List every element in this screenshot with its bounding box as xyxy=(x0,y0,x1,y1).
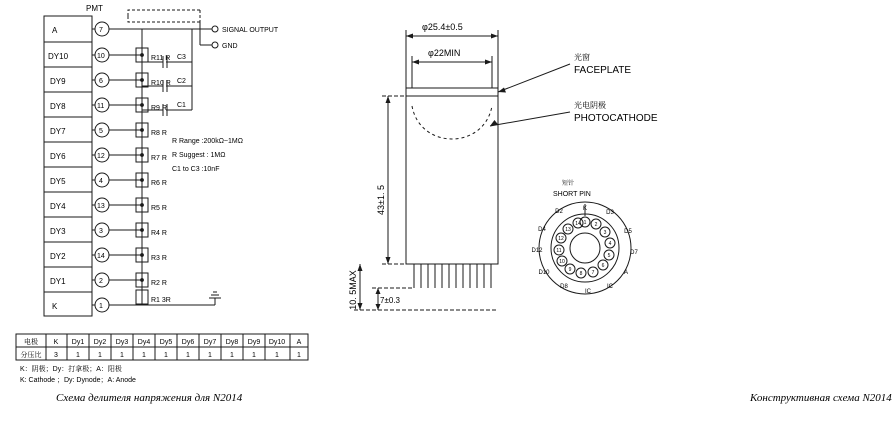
pin-number: 5 xyxy=(99,128,103,135)
pin-name: IC xyxy=(585,289,591,295)
pin-name: D3 xyxy=(606,210,614,216)
table-column-header: Dy7 xyxy=(203,339,217,346)
divider-chain xyxy=(136,29,148,305)
table-cell-ratio: 1 xyxy=(297,352,301,359)
table-column-header: Dy10 xyxy=(268,339,286,346)
pin-name: A xyxy=(623,270,629,276)
capacitor-label: C1 xyxy=(177,102,186,109)
pin-number: 13 xyxy=(565,227,571,233)
resistor-label: R6 R xyxy=(151,180,167,187)
short-pin-cn: 短针 xyxy=(562,181,575,187)
electrode-box xyxy=(44,16,92,316)
pin-number: 1 xyxy=(583,220,587,226)
dim-pin-length-label: 10. 5MAX xyxy=(348,270,358,310)
table-column-header: Dy1 xyxy=(71,339,85,346)
electrode-name: DY4 xyxy=(50,202,66,211)
electrode-name: A xyxy=(52,26,58,35)
pin-number: 3 xyxy=(99,228,103,235)
table-cell-ratio: 1 xyxy=(275,352,279,359)
pin-name: D12 xyxy=(531,248,543,254)
right-caption: Конструктивная схема N2014 xyxy=(750,392,892,404)
resistor-label: R10 R xyxy=(151,80,171,87)
dim-base-height-label: 7±0.3 xyxy=(380,296,400,305)
table-cell-ratio: 1 xyxy=(98,352,102,359)
pin-number: 4 xyxy=(99,178,103,185)
pin-name: D10 xyxy=(538,270,550,276)
resistor-label: R2 R xyxy=(151,280,167,287)
electrode-name: DY1 xyxy=(50,277,66,286)
electrode-name: DY10 xyxy=(48,52,69,61)
electrode-name: DY5 xyxy=(50,177,66,186)
pin-name: D4 xyxy=(538,227,546,233)
table-column-header: Dy3 xyxy=(115,339,129,346)
pin-number: 3 xyxy=(603,230,607,236)
table-cell-ratio: 1 xyxy=(164,352,168,359)
table-cell-ratio: 1 xyxy=(142,352,146,359)
notes-block xyxy=(172,138,243,173)
table-column-header: A xyxy=(296,339,302,346)
table-cell-ratio: 1 xyxy=(208,352,212,359)
leader-photocathode xyxy=(490,112,570,126)
voltage-divider-svg xyxy=(0,0,338,426)
table-cell-ratio: 1 xyxy=(186,352,190,359)
electrode-name: K xyxy=(52,302,58,311)
table-cell-ratio: 1 xyxy=(120,352,124,359)
resistor-label: R5 R xyxy=(151,205,167,212)
pin-number: 7 xyxy=(99,27,103,34)
resistor-label: R3 R xyxy=(151,255,167,262)
pin-number: 8 xyxy=(579,271,583,277)
pin-name: D8 xyxy=(560,284,568,290)
pin-number: 4 xyxy=(608,241,612,247)
electrode-name: DY3 xyxy=(50,227,66,236)
leader-faceplate xyxy=(498,64,570,92)
resistor-labels xyxy=(151,55,171,304)
pin-number: 2 xyxy=(594,222,598,228)
note-line: C1 to C3 :10nF xyxy=(172,166,220,173)
callout-labels xyxy=(553,52,658,198)
legend-line: K：阴极；Dy：打拿极；A：阳极 xyxy=(20,366,122,373)
legend-line: K: Cathode ；Dy: Dynode；A: Anode xyxy=(20,377,136,384)
mechanical-diagram xyxy=(338,0,892,426)
table-row-header: 电极 xyxy=(24,339,38,346)
electrode-name: DY9 xyxy=(50,77,66,86)
short-pin-en: SHORT PIN xyxy=(553,191,591,198)
pins-group xyxy=(414,264,491,288)
pin-number: 14 xyxy=(575,221,581,227)
photocathode-en: PHOTOCATHODE xyxy=(574,113,658,124)
resistor-label: R1 3R xyxy=(151,297,171,304)
pin-number: 6 xyxy=(601,263,605,269)
capacitor-label: C2 xyxy=(177,78,186,85)
faceplate-cn: 光窗 xyxy=(574,53,590,62)
table-row-header: 分压比 xyxy=(20,352,42,359)
pin-number: 11 xyxy=(556,248,562,254)
table-column-header: Dy6 xyxy=(181,339,195,346)
pin-number: 11 xyxy=(97,103,105,110)
pin-name: D5 xyxy=(624,229,632,235)
pin-number: 9 xyxy=(568,267,572,273)
table-cell-ratio: 1 xyxy=(76,352,80,359)
table-column-header: Dy5 xyxy=(159,339,173,346)
dimension-labels xyxy=(348,22,463,310)
pin-name: K xyxy=(582,206,588,212)
voltage-divider-diagram xyxy=(0,0,338,426)
dim-body-length-label: 43±1. 5 xyxy=(376,185,386,215)
pin-name: IC xyxy=(607,284,613,290)
pin-number: 1 xyxy=(99,303,103,310)
resistor-label: R9 R xyxy=(151,105,167,112)
pin-number: 5 xyxy=(607,253,611,259)
base-pin-holes xyxy=(554,217,615,278)
photocathode-cn: 光电阴极 xyxy=(574,101,606,110)
pin-number: 10 xyxy=(97,53,105,60)
dim-outer-diameter: φ25.4±0.5 xyxy=(422,22,463,32)
capacitor-label: C3 xyxy=(177,54,186,61)
electrode-name: DY6 xyxy=(50,152,66,161)
table-cell-ratio: 1 xyxy=(252,352,256,359)
note-line: R Range :200kΩ~1MΩ xyxy=(172,138,243,145)
resistor-label: R7 R xyxy=(151,155,167,162)
table-column-header: Dy2 xyxy=(93,339,107,346)
legend-block xyxy=(20,364,136,384)
left-caption: Схема делителя напряжения для N2014 xyxy=(56,392,243,404)
table-cell-ratio: 3 xyxy=(54,352,58,359)
pin-name: D7 xyxy=(630,250,638,256)
electrode-name: DY8 xyxy=(50,102,66,111)
pin-number: 2 xyxy=(99,278,103,285)
photocathode-dome xyxy=(412,106,492,139)
table-cell-ratio: 1 xyxy=(230,352,234,359)
pin-number: 14 xyxy=(97,253,105,260)
faceplate-en: FACEPLATE xyxy=(574,65,632,76)
dim-window-diameter: φ22MIN xyxy=(428,48,461,58)
pin-number: 12 xyxy=(97,153,105,160)
table-column-header: Dy8 xyxy=(225,339,239,346)
pin-number: 12 xyxy=(558,236,564,242)
note-line: R Suggest : 1MΩ xyxy=(172,152,226,159)
table-column-header: Dy4 xyxy=(137,339,151,346)
mechanical-svg xyxy=(338,0,677,426)
electrode-name: DY2 xyxy=(50,252,66,261)
table-column-header: Dy9 xyxy=(247,339,261,346)
gnd-label: GND xyxy=(222,43,238,50)
table-column-header: K xyxy=(53,339,59,346)
pin-number: 6 xyxy=(99,78,103,85)
pin-number: 7 xyxy=(591,270,595,276)
pin-name: D2 xyxy=(555,209,563,215)
electrode-name: DY7 xyxy=(50,127,66,136)
resistor-label: R8 R xyxy=(151,130,167,137)
pin-number: 10 xyxy=(559,259,565,265)
signal-output-label: SIGNAL OUTPUT xyxy=(222,27,279,34)
resistor-label: R4 R xyxy=(151,230,167,237)
pin-number: 13 xyxy=(97,203,105,210)
tube-body xyxy=(406,88,498,264)
ratio-table xyxy=(16,334,308,360)
resistor-label: R11 R xyxy=(151,55,171,62)
ratio-table-text xyxy=(21,337,302,359)
pmt-title: PMT xyxy=(86,4,103,13)
